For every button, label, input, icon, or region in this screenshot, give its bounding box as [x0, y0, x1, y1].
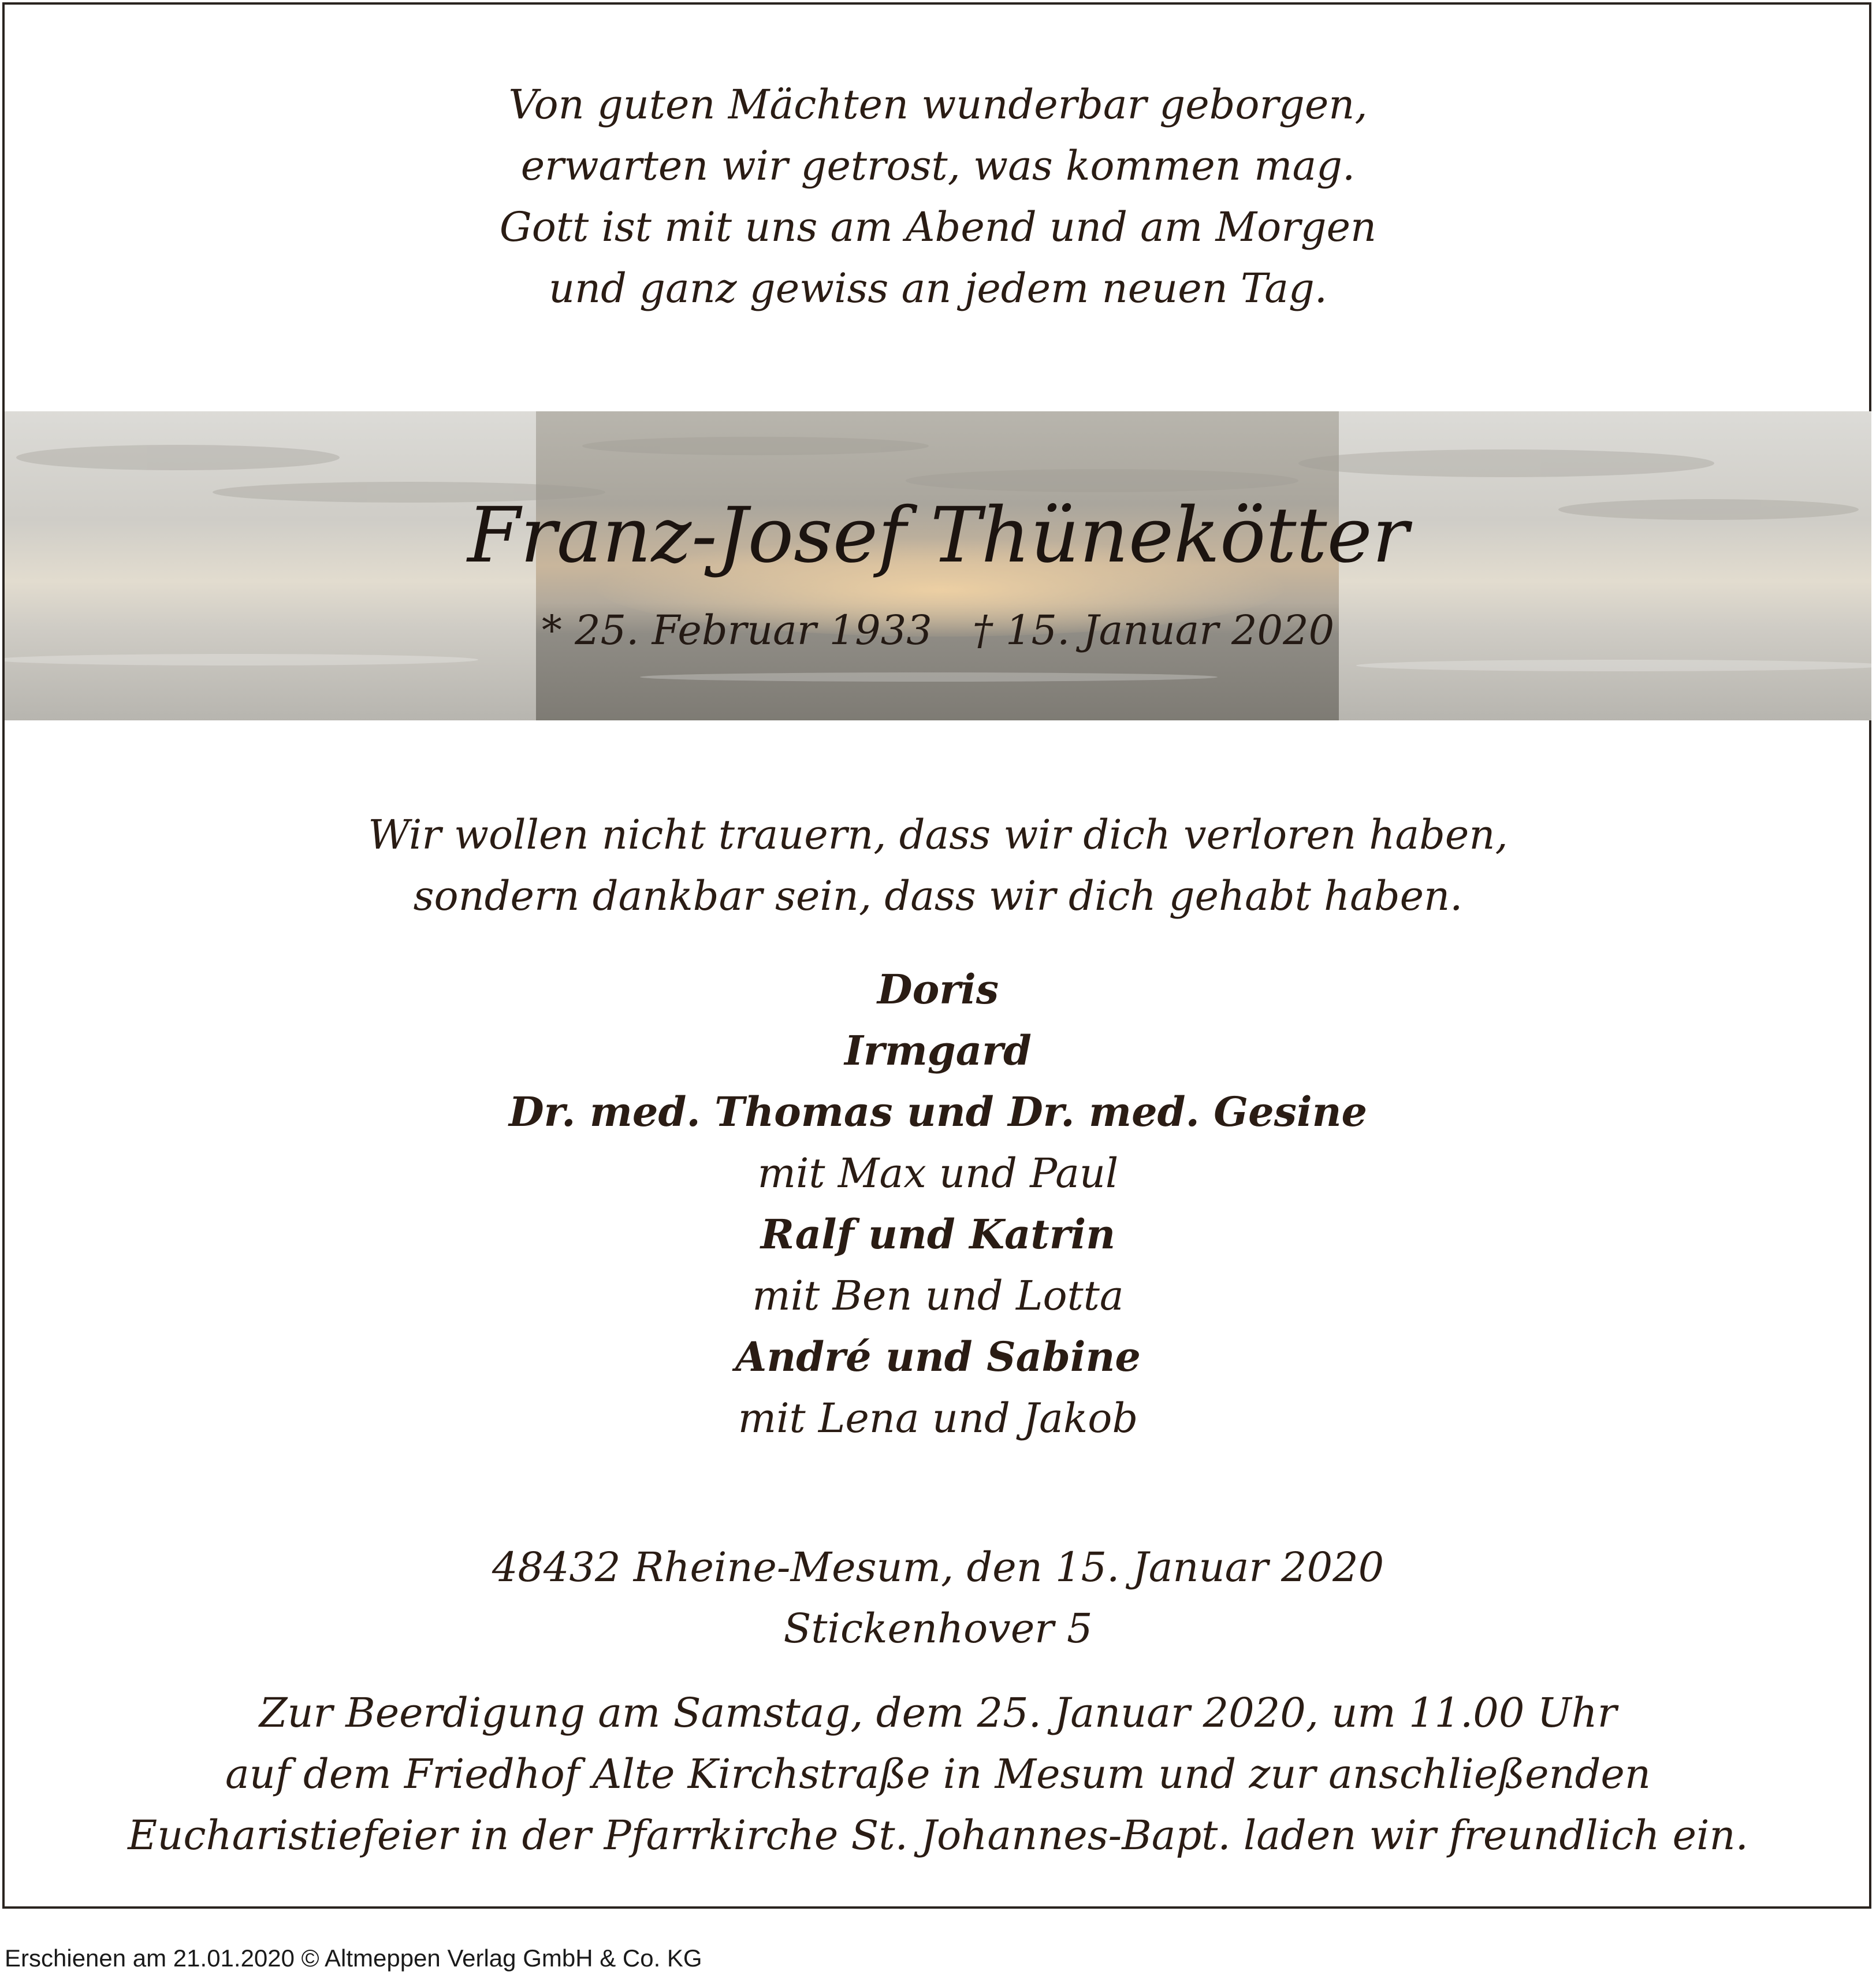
family-member-name: Doris — [877, 965, 999, 1013]
family-member-children: mit Max und Paul — [757, 1150, 1119, 1197]
family-member-name: André und Sabine — [735, 1333, 1141, 1381]
quote-line: Wir wollen nicht trauern, dass wir dich verloren haben, — [368, 811, 1508, 858]
quote-line: sondern dankbar sein, dass wir dich gehabt haben. — [413, 872, 1463, 920]
funeral-line: Zur Beerdigung am Samstag, dem 25. Januar 2020, um 11.00 Uhr — [259, 1689, 1617, 1737]
mourning-quote — [0, 804, 1876, 927]
address — [0, 1537, 1876, 1659]
deceased-name: Franz-Josef Thünekötter — [467, 491, 1409, 580]
funeral-line: Eucharistiefeier in der Pfarrkirche St. Johannes-Bapt. laden wir freundlich ein. — [128, 1812, 1748, 1859]
poem-line: Von guten Mächten wunderbar geborgen, — [508, 81, 1368, 128]
publication-footer: Erschienen am 21.01.2020 © Altmeppen Verlag GmbH & Co. KG — [5, 1944, 702, 1972]
place-date: 48432 Rheine-Mesum, den 15. Januar 2020 — [492, 1544, 1384, 1591]
family-member-name: Irmgard — [844, 1027, 1032, 1074]
family-member-name: Dr. med. Thomas und Dr. med. Gesine — [508, 1088, 1368, 1136]
poem-line: Gott ist mit uns am Abend und am Morgen — [499, 203, 1377, 251]
life-dates — [0, 607, 1876, 654]
family-member-name: Ralf und Katrin — [760, 1210, 1116, 1258]
family-member-children: mit Lena und Jakob — [738, 1395, 1138, 1442]
funeral-info — [0, 1682, 1876, 1866]
family-list — [0, 959, 1876, 1449]
birth-date: * 25. Februar 1933 — [541, 607, 932, 654]
poem — [0, 74, 1876, 319]
street: Stickenhover 5 — [783, 1605, 1093, 1652]
family-member-children: mit Ben und Lotta — [752, 1272, 1124, 1319]
funeral-line: auf dem Friedhof Alte Kirchstraße in Mesum und zur anschließenden — [225, 1750, 1651, 1798]
poem-line: und ganz gewiss an jedem neuen Tag. — [548, 265, 1328, 312]
poem-line: erwarten wir getrost, was kommen mag. — [520, 142, 1356, 189]
death-date: † 15. Januar 2020 — [972, 607, 1335, 654]
